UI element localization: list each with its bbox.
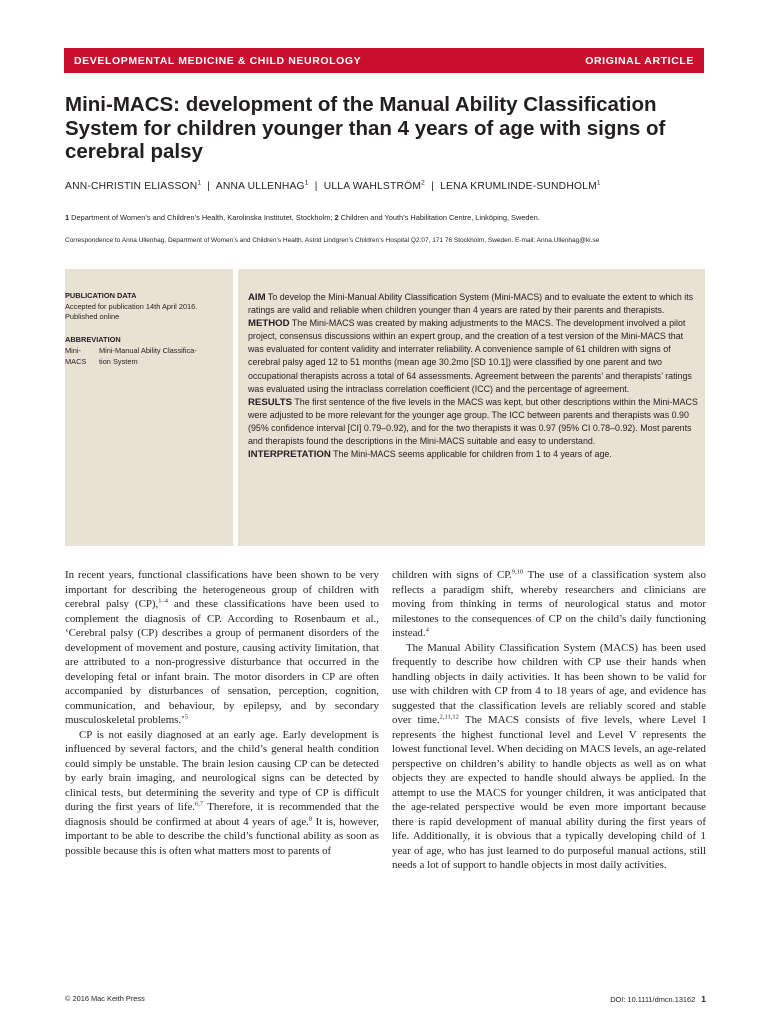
citation: 4 xyxy=(425,626,429,634)
publication-accepted: Accepted for publication 14th April 2016. xyxy=(65,301,198,311)
author-affil-ref: 1 xyxy=(304,179,309,187)
author-name: LENA KRUMLINDE-SUNDHOLM xyxy=(440,181,597,192)
abbreviation-definition: Mini-Manual Ability Classifica- tion System xyxy=(99,345,197,366)
author-separator: | xyxy=(204,181,214,192)
affil-number: 1 xyxy=(65,213,70,222)
abstract-label: RESULTS xyxy=(248,396,293,408)
affil-text: Department of Women’s and Children’s Health, Karolinska Institutet, Stockholm; xyxy=(69,213,335,222)
citation: 6,7 xyxy=(195,800,204,808)
page-number: 1 xyxy=(701,994,706,1004)
publication-online: Published online xyxy=(65,312,120,322)
citation: 8 xyxy=(308,814,313,822)
abbreviation-heading: ABBREVIATION xyxy=(65,335,121,345)
abbreviation-row xyxy=(65,346,233,367)
body-column-left xyxy=(65,568,379,858)
correspondence: Correspondence to Anna Ullenhag, Department of Women’s and Children’s Health, Astrid Lindgren’s Children’s Hospital Q2:07, 171 76 Stockholm, Sweden. E-mail: Anna.Ullenhag@ki.se xyxy=(65,237,600,244)
doi: DOI: 10.1111/dmcn.13162 xyxy=(610,995,696,1004)
body-column-right xyxy=(392,568,706,873)
author-separator: | xyxy=(428,181,438,192)
author-affil-ref: 1 xyxy=(197,179,202,187)
affiliations xyxy=(65,213,540,222)
author-affil-ref: 2 xyxy=(421,179,425,187)
article-type: ORIGINAL ARTICLE xyxy=(585,55,694,67)
body-paragraph: children with signs of CP.$^{9,10}$ The use of a classification system also reflects a paradigm shift, whereby researchers and clinicians are moving from thinking in terms of neurological status and motor milestones to the consequences of CP on the child’s daily functioning instead.$^4$ xyxy=(392,568,706,639)
author-name: ANN-CHRISTIN ELIASSON xyxy=(65,181,198,192)
body-paragraph: The Manual Ability Classification System (MACS) has been used frequently to describe how children with CP use their hands when handling objects in daily activities. It has been shown to be valid for use with children with CP from 4 to 18 years of age, and evidence has suggested that the classification levels are reliably scored and stable over time.$^{2,11,12}$ The MACS consists of five levels, where Level I represents the highest functional level and Level V represents the lowest functional level. When deciding on MACS levels, an age-related perspective on children’s ability to handle objects as well as on what objects they are expected to handle should always be applied. In the attempt to use the MACS for younger children, it was anticipated that the age-related perspective would be even more important because there is rapid development of manual ability during the first years of life. Additionally, it is obvious that a typically developing child of 1 year of age, who has just learned to do purposeful manual actions, still needs a lot of support to handle objects in most daily activities. xyxy=(392,641,707,871)
publication-data-panel xyxy=(65,269,233,546)
journal-name: DEVELOPMENTAL MEDICINE & CHILD NEUROLOGY xyxy=(74,55,362,67)
abstract-panel xyxy=(238,269,705,546)
abstract-aim: AIM To develop the Mini-Manual Ability Classification System (Mini-MACS) and to evaluate the extent to which its ratings are valid and reliable when children younger than 4 years are rated by their parents and therapists. xyxy=(248,292,694,316)
copyright: © 2016 Mac Keith Press xyxy=(65,994,145,1003)
journal-banner xyxy=(64,48,704,73)
abstract-interpretation: INTERPRETATION The Mini-MACS seems applicable for children from 1 to 4 years of age. xyxy=(248,449,612,461)
author-affil-ref: 1 xyxy=(596,179,601,187)
affil-text: Children and Youth’s Habilitation Centre, Linköping, Sweden. xyxy=(338,213,540,222)
body-paragraph: In recent years, functional classifications have been shown to be very important for describing the heterogeneous group of children with cerebral palsy (CP),$^{1-4}$ and these classifications have been used to complement the diagnosis of CP. According to Rosenbaum et al., ‘Cerebral palsy (CP) describes a group of permanent disorders of the development of movement and posture, causing activity limitation, that are attributed to a non-progressive disturbance that occurred in the developing fetal or infant brain. The motor disorders in CP are often accompanied by disturbances of sensation, perception, cognition, communication, and behaviour, by epilepsy, and by secondary musculoskeletal problems.’$^5$ xyxy=(65,569,379,726)
abstract-results: RESULTS The first sentence of the five levels in the MACS was kept, but other descriptions within the Mini-MACS were adjusted to be more relevant for the younger age group. The ICC between parents and therapists was 0.90 (95% confidence interval [CI] 0.79–0.92), and for the two therapists it was 0.97 (95% CI 0.78–0.92). Most parents and therapists found the descriptions in the Mini-MACS suitable and easy to understand. xyxy=(248,396,698,447)
affil-number: 2 xyxy=(334,213,339,222)
author-name: ANNA ULLENHAG xyxy=(215,181,305,192)
abstract-label: AIM xyxy=(248,292,266,303)
author-separator: | xyxy=(311,181,321,192)
body-paragraph: CP is not easily diagnosed at an early age. Early development is influenced by several factors, and the child’s general health condition could simply be unstable. The brain lesion causing CP can be detected by early brain imaging, and neurological signs can be detected by clinical tests, but determining the severity and type of CP is difficult during the first years of life.$^{6,7}$ Therefore, it is recommended that the diagnosis should be confirmed at about 4 years of age.$^8$ It is, however, important to be able to describe the child’s functional ability as soon as possible because this is often what matters most to parents of xyxy=(65,728,379,857)
abbreviation-key: Mini- MACS xyxy=(65,345,87,366)
author-list xyxy=(65,181,601,192)
publication-data-heading: PUBLICATION DATA xyxy=(65,291,137,300)
author-name: ULLA WAHLSTRÖM xyxy=(323,181,422,192)
page-footer xyxy=(610,994,706,1004)
abstract-method: METHOD The Mini-MACS was created by making adjustments to the MACS. The development involved a pilot project, consensus discussions within an expert group, and the creation of a test version of the Mini-MACS that was evaluated for content validity and interrater reliability. A convenience sample of 61 children with signs of cerebral palsy aged 12 to 51 months (mean age 30.2mo [SD 10.1]) were classified by one parent and two occupational therapists across a total of 64 assessments. Agreement between the parents’ and therapists’ ratings was evaluated using the intraclass correlation coefficient (ICC) and the percentage of agreement. xyxy=(248,318,692,394)
citation: 9,10 xyxy=(511,568,524,576)
citation: 5 xyxy=(184,713,189,721)
article-title: Mini-MACS: development of the Manual Ability Classification System for children younger than 4 years of age with signs of cerebral palsy xyxy=(65,93,666,163)
abstract-label: INTERPRETATION xyxy=(248,449,331,461)
citation: 2,11,12 xyxy=(439,713,459,721)
citation: 1–4 xyxy=(158,597,168,605)
abstract-label: METHOD xyxy=(248,318,290,330)
